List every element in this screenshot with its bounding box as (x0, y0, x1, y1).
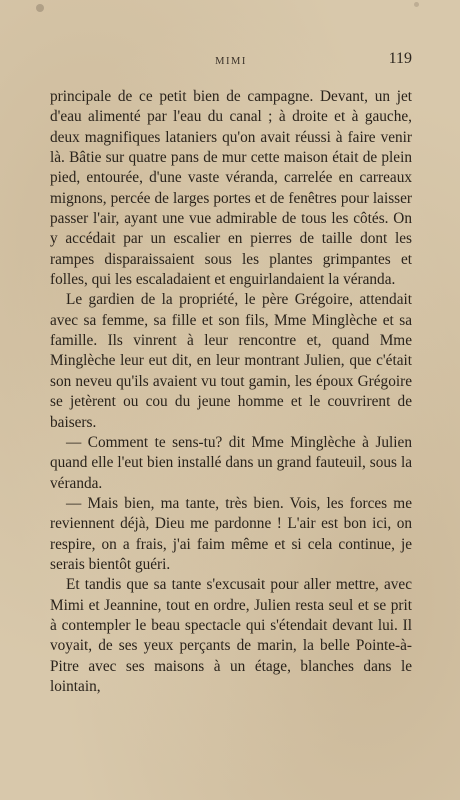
paper-stain (36, 4, 44, 12)
page-header (50, 48, 412, 72)
body-text (50, 87, 412, 697)
paragraph: principale de ce petit bien de campagne. Devant, un jet d'eau alimenté par l'eau du canal ; à droite et à gauche, deux magnifiques lataniers qu'on avait réussi à faire venir là. Bâtie sur quatre pans de mur cette maison était de plein pied, entourée, d'une vaste véranda, carrelée en carreaux mignons, percée de larges portes et de fenêtres pour laisser passer l'air, ayant une vue admirable de tous les côtés. On y accédait par un escalier en pierres de taille dont les rampes disparaissaient sous les plantes grimpantes et folles, qui les escaladaient et enguirlandaient la véranda. (50, 88, 412, 289)
paragraph: Et tandis que sa tante s'excusait pour aller mettre, avec Mimi et Jeannine, tout en ordre, Julien resta seul et se prit à contempler le beau spectacle qui s'étendait devant lui. Il voyait, de ses yeux perçants de marin, la belle Pointe-à-Pitre avec ses maisons à un étage, blanches dans le lointain, (50, 576, 412, 695)
paper-stain (414, 2, 419, 7)
running-title: MIMI (215, 56, 247, 67)
paragraph: Le gardien de la propriété, le père Grégoire, attendait avec sa femme, sa fille et son fils, Mme Minglèche et sa famille. Ils vinrent à leur rencontre et, quand Mme Minglèche leur eut dit, en leur montrant Julien, que c'était son neveu qu'ils avaient vu tout gamin, les époux Grégoire se jetèrent ou cou du jeune homme et le couvrirent de baisers. (50, 291, 412, 431)
paragraph: — Mais bien, ma tante, très bien. Vois, les forces me reviennent déjà, Dieu me pardonne ! L'air est bon ici, on respire, on a frais, j'ai faim même et si cela continue, je serais bientôt guéri. (50, 494, 412, 573)
paragraph: — Comment te sens-tu? dit Mme Minglèche à Julien quand elle l'eut bien installé dans un grand fauteuil, sous la véranda. (50, 433, 412, 492)
page-number: 119 (388, 50, 412, 67)
